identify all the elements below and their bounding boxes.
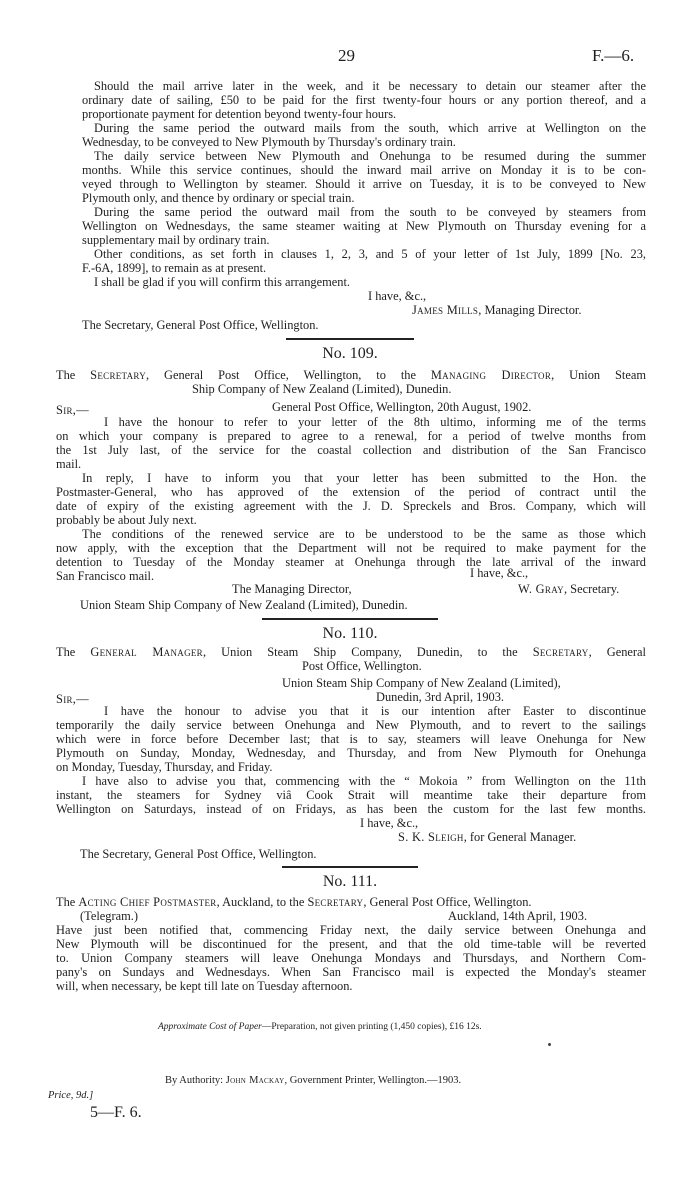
- letter-number: No. 111.: [322, 873, 378, 890]
- section-divider: [286, 338, 414, 340]
- signature-title: , Managing Director.: [478, 303, 582, 317]
- title-text: , Union Steam: [551, 368, 646, 382]
- title-sender: General Manager: [90, 645, 203, 659]
- text-line: on Monday, Tuesday, Thursday, and Friday.: [56, 760, 273, 774]
- closing: I have, &c.,: [360, 816, 419, 830]
- text-line: Plymouth on Sunday, Monday, Wednesday, and Thursday, and from New Plymouth for Onehunga: [56, 746, 646, 760]
- text-line: the 1st July last, of the service for the coastal collection and distribution of the San Francisco: [56, 443, 646, 457]
- text-line: will, when necessary, be kept till late on Tuesday afternoon.: [56, 979, 353, 993]
- dot-mark: [548, 1043, 551, 1046]
- closing: I have, &c.,: [368, 289, 427, 303]
- authority-rest: , Government Printer, Wellington.—1903.: [284, 1075, 462, 1086]
- page-number: 29: [338, 46, 355, 65]
- cost-text: —Preparation, not given printing (1,450 copies), £16 12s.: [261, 1022, 482, 1032]
- text-line: The conditions of the renewed service are to be understood to be the same as those which: [82, 527, 646, 541]
- text-line: pany's on Sundays and Wednesdays. When San Francisco mail is expected the Monday's steamer: [56, 965, 646, 979]
- text-line: instant, the steamers for Sydney viâ Cook Strait will meantime take their departure from: [56, 788, 646, 802]
- text-line: I have also to advise you that, commencing with the “ Mokoia ” from Wellington on the 11th: [82, 774, 646, 788]
- signature: [412, 303, 581, 317]
- price-text: Price, 9d.]: [48, 1090, 94, 1101]
- title-text: , Union Steam Ship Company, Dunedin, to the: [202, 645, 533, 659]
- signature-title: , for General Manager.: [463, 830, 577, 844]
- signature-name: W. Gray: [518, 582, 564, 596]
- text-line: Other conditions, as set forth in clauses 1, 2, 3, and 5 of your letter of 1st July, 1899 [No. 23,: [94, 247, 646, 261]
- text-line: Postmaster-General, who has approved of the extension of the period of contract until the: [56, 485, 646, 499]
- title-text: The: [56, 645, 91, 659]
- text-line: In reply, I have to inform you that your letter has been submitted to the Hon. the: [82, 471, 646, 485]
- signature-name: James Mills: [412, 303, 479, 317]
- addressee: Union Steam Ship Company of New Zealand (Limited), Dunedin.: [80, 598, 408, 612]
- text-line: supplementary mail by ordinary train.: [82, 233, 270, 247]
- text-line: detention to Tuesday of the Monday steamer at Onehunga through the late arrival of the inward: [56, 555, 646, 569]
- text-line: mail.: [56, 457, 82, 471]
- text-line: temporarily the daily service between Onehunga and New Plymouth, and to revert to the sailings: [56, 718, 646, 732]
- text-line: to. Union Company steamers will leave Onehunga Mondays and Thursdays, and Northern Com-: [56, 951, 646, 965]
- text-line: The daily service between New Plymouth and Onehunga to be resumed during the summer: [94, 149, 646, 163]
- signature: [398, 830, 576, 844]
- addressee: The Managing Director,: [232, 582, 352, 596]
- text-line: proportionate payment for detention beyond twenty-four hours.: [82, 107, 397, 121]
- salutation: Sir,—: [56, 403, 89, 417]
- text-line: Wellington on Saturdays, instead of on Fridays, as has been the custom for the last few months.: [56, 802, 646, 816]
- authority-line: [165, 1074, 461, 1088]
- addressee: The Secretary, General Post Office, Wellington.: [80, 847, 317, 861]
- title-text: , General Post Office, Wellington, to the: [146, 368, 431, 382]
- place-date: Auckland, 14th April, 1903.: [448, 909, 588, 923]
- text-line: veyed through to Wellington by steamer. Should it arrive on Tuesday, it is to be conveyed to New: [82, 177, 646, 191]
- title-text: , General: [588, 645, 646, 659]
- text-line: on which your company is prepared to agree to a renewal, for a period of twelve months from: [56, 429, 646, 443]
- title-recipient: Managing Director: [430, 368, 552, 382]
- text-line: F.-6A, 1899], to remain as at present.: [82, 261, 267, 275]
- title-text: , General Post Office, Wellington.: [363, 895, 532, 909]
- text-line: Plymouth only, and thence by ordinary or special train.: [82, 191, 355, 205]
- text-line: date of expiry of the existing agreement with the J. D. Spreckels and Bros. Company, which will: [56, 499, 646, 513]
- authority-name: John Mackay: [225, 1075, 285, 1086]
- title-sender: Secretary: [90, 368, 147, 382]
- salutation: Sir,—: [56, 692, 89, 706]
- signature: [518, 582, 619, 596]
- place-date: General Post Office, Wellington, 20th August, 1902.: [272, 400, 532, 414]
- letter-title: [56, 895, 532, 909]
- signature-name: S. K. Sleigh: [398, 830, 464, 844]
- text-line: I have the honour to refer to your letter of the 8th ultimo, informing me of the terms: [104, 415, 646, 429]
- closing: I have, &c.,: [470, 566, 529, 580]
- place: Union Steam Ship Company of New Zealand (Limited),: [282, 676, 561, 690]
- text-line: Wednesday, to be conveyed to New Plymouth by Thursday's ordinary train.: [82, 135, 456, 149]
- document-reference: F.—6.: [592, 46, 635, 65]
- text-line: During the same period the outward mail from the south to be conveyed by steamers from: [94, 205, 646, 219]
- text-line: months. While this service continues, should the inward mail arrive on Monday it is to be con-: [82, 163, 646, 177]
- addressee: The Secretary, General Post Office, Wellington.: [82, 318, 319, 332]
- text-line: San Francisco mail.: [56, 569, 155, 583]
- text-line: Wellington on Wednesdays, the same steamer waiting at New Plymouth on Thursday evening for a: [82, 219, 646, 233]
- text-line: Should the mail arrive later in the week, and it be necessary to detain our steamer after the: [94, 79, 646, 93]
- telegram-label: (Telegram.): [80, 909, 138, 923]
- text-line: During the same period the outward mails from the south, which arrive at Wellington on the: [94, 121, 646, 135]
- title-recipient: Secretary: [532, 645, 589, 659]
- text-line: I have the honour to advise you that it is our intention after Easter to discontinue: [104, 704, 646, 718]
- title-recipient: Secretary: [307, 895, 364, 909]
- text-line: probably be about July next.: [56, 513, 197, 527]
- text-line: I shall be glad if you will confirm this arrangement.: [94, 275, 351, 289]
- text-line: now apply, with the exception that the Department will not be required to make payment for the: [56, 541, 646, 555]
- place-date: Dunedin, 3rd April, 1903.: [376, 690, 505, 704]
- authority-label: By Authority:: [165, 1075, 224, 1086]
- sheet-signature: 5—F. 6.: [90, 1104, 142, 1121]
- text-line: Have just been notified that, commencing Friday next, the daily service between Onehunga and: [56, 923, 646, 937]
- section-divider: [262, 618, 438, 620]
- letter-number: No. 110.: [322, 625, 378, 642]
- title-sender: Acting Chief Postmaster: [78, 895, 217, 909]
- letter-title-line2: Post Office, Wellington.: [302, 659, 422, 673]
- text-line: New Plymouth will be discontinued for the present, and that the old time-table will be reverted: [56, 937, 646, 951]
- cost-note: [158, 1020, 482, 1034]
- signature-title: , Secretary.: [563, 582, 620, 596]
- text-line: ordinary date of sailing, £50 to be paid for the first twenty-four hours or any portion thereof, and a: [82, 93, 646, 107]
- section-divider: [282, 866, 418, 868]
- letter-number: No. 109.: [322, 345, 378, 362]
- text-line: which were in force before December last; that is to say, steamers will leave Onehunga for New: [56, 732, 646, 746]
- letter-title-line2: Ship Company of New Zealand (Limited), Dunedin.: [192, 382, 452, 396]
- price: [48, 1089, 93, 1103]
- title-text: , Auckland, to the: [216, 895, 308, 909]
- title-text: The: [56, 368, 91, 382]
- cost-label: Approximate Cost of Paper: [158, 1022, 262, 1032]
- title-text: The: [56, 895, 79, 909]
